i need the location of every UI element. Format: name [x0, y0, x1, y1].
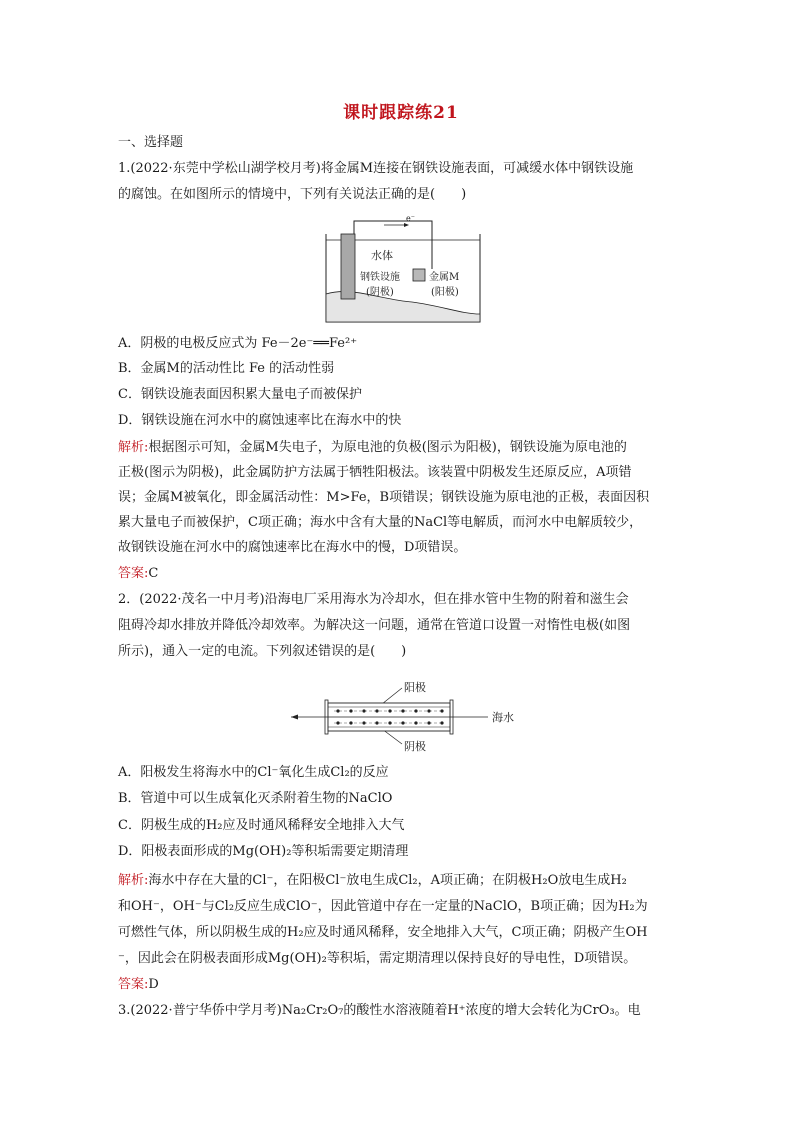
q2-stem-line-3: 所示)，通入一定的电流。下列叙述错误的是( )	[118, 644, 407, 659]
steel-label: 钢铁设施	[360, 272, 400, 283]
q2-option-c: C．阴极生成的H₂应及时通风稀释安全地排入大气	[118, 818, 405, 833]
q2-analysis-line-1	[118, 872, 627, 890]
answer-value: C	[148, 566, 159, 581]
q1-analysis-line-5: 故钢铁设施在河水中的腐蚀速率比在海水中的慢，D项错误。	[118, 540, 467, 555]
q2-analysis-line-3: 可燃性气体，所以阴极生成的H₂应及时通风稀释，安全地排入大气，C项正确；阴极产生OH	[118, 925, 648, 940]
section-heading: 一、选择题	[118, 135, 184, 150]
analysis-text: 海水中存在大量的Cl⁻，在阳极Cl⁻放电生成Cl₂，A项正确；在阴极H₂O放电生成H₂	[148, 873, 627, 888]
q1-option-a: A．阴极的电极反应式为 Fe－2e⁻══Fe²⁺	[118, 336, 358, 351]
q1-option-b: B．金属M的活动性比 Fe 的活动性弱	[118, 361, 335, 376]
q2-figure	[288, 680, 538, 758]
steel-role-label: (阴极)	[366, 287, 394, 298]
q1-option-c: C．钢铁设施表面因积累大量电子而被保护	[118, 387, 362, 402]
q2-stem-line-2: 阻碍冷却水排放并降低冷却效率。为解决这一问题，通常在管道口设置一对惰性电极(如图	[118, 618, 631, 633]
q1-analysis-line-1	[118, 439, 627, 457]
analysis-text: 根据图示可知，金属M失电子，为原电池的负极(图示为阳极)，钢铁设施为原电池的	[148, 440, 627, 455]
metal-role-label: (阳极)	[431, 287, 459, 298]
steel-facility-rect	[341, 234, 355, 299]
answer-label: 答案:	[118, 566, 149, 581]
answer-label: 答案:	[118, 977, 149, 992]
q2-option-b: B．管道中可以生成氧化灭杀附着生物的NaClO	[118, 791, 393, 806]
q1-stem-line-2: 的腐蚀。在如图所示的情境中，下列有关说法正确的是( )	[118, 187, 467, 202]
q2-stem-line-1: 2．(2022·茂名一中月考)沿海电厂采用海水为冷却水，但在排水管中生物的附着和滋生会	[118, 592, 629, 607]
anode-label: 阳极	[404, 681, 426, 694]
q1-figure	[322, 214, 486, 326]
seawater-label: 海水	[492, 711, 514, 724]
q1-analysis-line-2: 正极(图示为阴极)，此金属防护方法属于牺牲阳极法。该装置中阴极发生还原反应，A项错	[118, 465, 632, 480]
q1-answer	[118, 565, 158, 583]
q2-option-a: A．阳极发生将海水中的Cl⁻氧化生成Cl₂的反应	[118, 765, 389, 780]
q2-analysis-line-2: 和OH⁻，OH⁻与Cl₂反应生成ClO⁻，因此管道中存在一定量的NaClO，B项正确；因为H₂为	[118, 899, 648, 914]
metal-label: 金属M	[429, 272, 460, 283]
analysis-label: 解析:	[118, 440, 149, 455]
water-label: 水体	[371, 249, 393, 262]
q2-analysis-line-4: ⁻，因此会在阴极表面形成Mg(OH)₂等积垢，需定期清理以保持良好的导电性，D项错误。	[118, 951, 637, 966]
q1-analysis-line-4: 累大量电子而被保护，C项正确；海水中含有大量的NaCl等电解质，而河水中电解质较少，	[118, 515, 643, 530]
page-title: 课时跟踪练21	[343, 103, 459, 123]
metal-m-rect	[413, 269, 425, 281]
q3-stem-line-1: 3.(2022·普宁华侨中学月考)Na₂Cr₂O₇的酸性水溶液随着H⁺浓度的增大会转化为CrO₃。电	[118, 1003, 641, 1018]
q2-option-d: D．阳极表面形成的Mg(OH)₂等积垢需要定期清理	[118, 844, 409, 859]
analysis-label: 解析:	[118, 873, 149, 888]
q1-option-d: D．钢铁设施在河水中的腐蚀速率比在海水中的快	[118, 413, 402, 428]
electron-label: e⁻	[406, 214, 415, 223]
q1-stem-line-1: 1.(2022·东莞中学松山湖学校月考)将金属M连接在钢铁设施表面，可减缓水体中钢铁设施	[118, 161, 634, 176]
cathode-label: 阴极	[404, 740, 426, 753]
q2-answer	[118, 976, 159, 994]
q1-analysis-line-3: 误；金属M被氧化，即金属活动性：M>Fe，B项错误；钢铁设施为原电池的正极，表面因积	[118, 490, 650, 505]
answer-value: D	[148, 977, 159, 992]
